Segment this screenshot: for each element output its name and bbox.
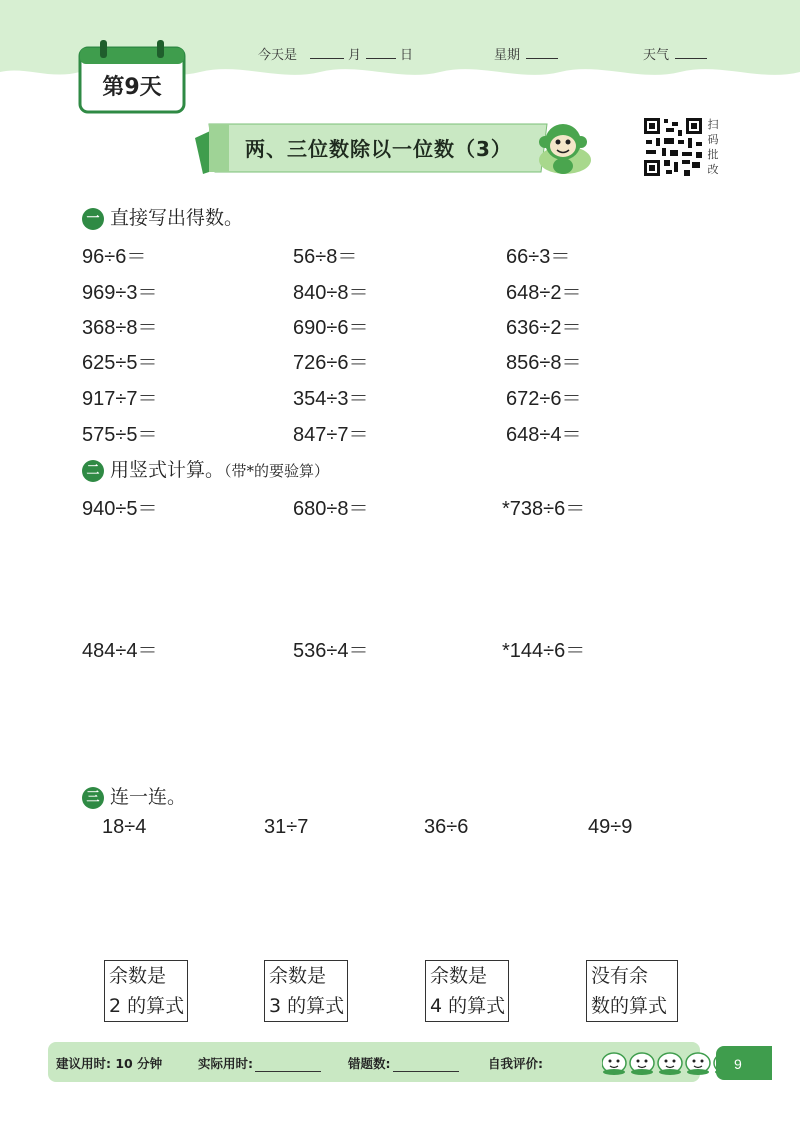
problem-item[interactable]: 847÷7＝ (293, 424, 369, 446)
problem-item[interactable]: 726÷6＝ (293, 352, 369, 374)
problem-item[interactable]: 96÷6＝ (82, 246, 147, 268)
actual-time-label: 实际用时: (198, 1056, 253, 1071)
problem-item[interactable]: 575÷5＝ (82, 424, 158, 446)
problem-item[interactable]: 354÷3＝ (293, 388, 369, 410)
expression-item[interactable]: 31÷7 (264, 816, 309, 838)
month-label: 月 (348, 48, 362, 63)
match-box-line: 2 的算式 (109, 995, 185, 1017)
day-label: 日 (400, 48, 414, 63)
problem-item[interactable]: 368÷8＝ (82, 317, 158, 339)
wrong-count-blank[interactable] (393, 1059, 459, 1072)
self-eval-label: 自我评价: (488, 1056, 543, 1071)
suggested-time: 建议用时: 10 分钟 (56, 1056, 163, 1071)
page-number: 9 (734, 1056, 742, 1072)
problem-item[interactable]: 66÷3＝ (506, 246, 571, 268)
match-box-line: 数的算式 (591, 995, 668, 1017)
today-label: 今天是 (258, 48, 298, 63)
day-blank[interactable] (366, 44, 396, 59)
problem-item[interactable]: 672÷6＝ (506, 388, 582, 410)
scan-label: 扫 码 批 改 (707, 118, 719, 176)
section-2-number: 二 (82, 460, 104, 482)
problem-item[interactable]: 56÷8＝ (293, 246, 358, 268)
section-1-title: 直接写出得数。 (110, 207, 244, 229)
match-box[interactable] (104, 960, 188, 1022)
problem-item[interactable]: 856÷8＝ (506, 352, 582, 374)
problem-item[interactable]: 917÷7＝ (82, 388, 158, 410)
match-box[interactable] (586, 960, 678, 1022)
section-2-title: 用竖式计算。 (110, 459, 225, 481)
problem-item[interactable]: 625÷5＝ (82, 352, 158, 374)
face-icon[interactable] (602, 1053, 626, 1075)
match-box-line: 余数是 (430, 965, 488, 987)
date-weather-fields (0, 44, 800, 68)
expression-item[interactable]: 36÷6 (424, 816, 469, 838)
section-2-note: （带*的要验算） (224, 462, 330, 480)
problem-item[interactable]: 969÷3＝ (82, 282, 158, 304)
problem-item[interactable]: *738÷6＝ (502, 498, 586, 520)
problem-item[interactable]: 648÷2＝ (506, 282, 582, 304)
match-box[interactable] (264, 960, 348, 1022)
match-box-line: 没有余 (591, 965, 649, 987)
month-blank[interactable] (310, 44, 344, 59)
wrong-count-label: 错题数: (348, 1056, 391, 1071)
problem-item[interactable]: 940÷5＝ (82, 498, 158, 520)
section-3-number: 三 (82, 787, 104, 809)
weekday-blank[interactable] (526, 44, 558, 59)
section-1-number: 一 (82, 208, 104, 230)
face-icon[interactable] (658, 1053, 682, 1075)
expression-item[interactable]: 18÷4 (102, 816, 147, 838)
match-box-line: 余数是 (109, 965, 167, 987)
problem-item[interactable]: 690÷6＝ (293, 317, 369, 339)
monkey-mascot-icon (539, 124, 591, 174)
problem-item[interactable]: 536÷4＝ (293, 640, 369, 662)
day-badge-label: 第9天 (102, 75, 162, 100)
weather-label: 天气 (643, 48, 670, 63)
problem-item[interactable]: 648÷4＝ (506, 424, 582, 446)
problem-item[interactable]: 636÷2＝ (506, 317, 582, 339)
problem-item[interactable]: 484÷4＝ (82, 640, 158, 662)
problem-item[interactable]: 840÷8＝ (293, 282, 369, 304)
actual-time-blank[interactable] (255, 1059, 321, 1072)
footer-bar (48, 1042, 700, 1082)
face-icon[interactable] (686, 1053, 710, 1075)
match-box-line: 3 的算式 (269, 995, 345, 1017)
match-box-line: 余数是 (269, 965, 327, 987)
qr-code-icon[interactable] (642, 116, 704, 178)
section-1-heading (82, 203, 243, 229)
page-tab (716, 1046, 772, 1080)
weekday-label: 星期 (494, 48, 521, 63)
match-box[interactable] (425, 960, 509, 1022)
section-3-title: 连一连。 (110, 786, 187, 808)
section-2-heading (82, 455, 329, 481)
problem-item[interactable]: *144÷6＝ (502, 640, 586, 662)
page-title: 两、三位数除以一位数（3） (245, 137, 512, 161)
problem-item[interactable]: 680÷8＝ (293, 498, 369, 520)
weather-blank[interactable] (675, 44, 707, 59)
section-3-heading (82, 782, 186, 808)
face-icon[interactable] (630, 1053, 654, 1075)
expression-item[interactable]: 49÷9 (588, 816, 633, 838)
match-box-line: 4 的算式 (430, 995, 506, 1017)
